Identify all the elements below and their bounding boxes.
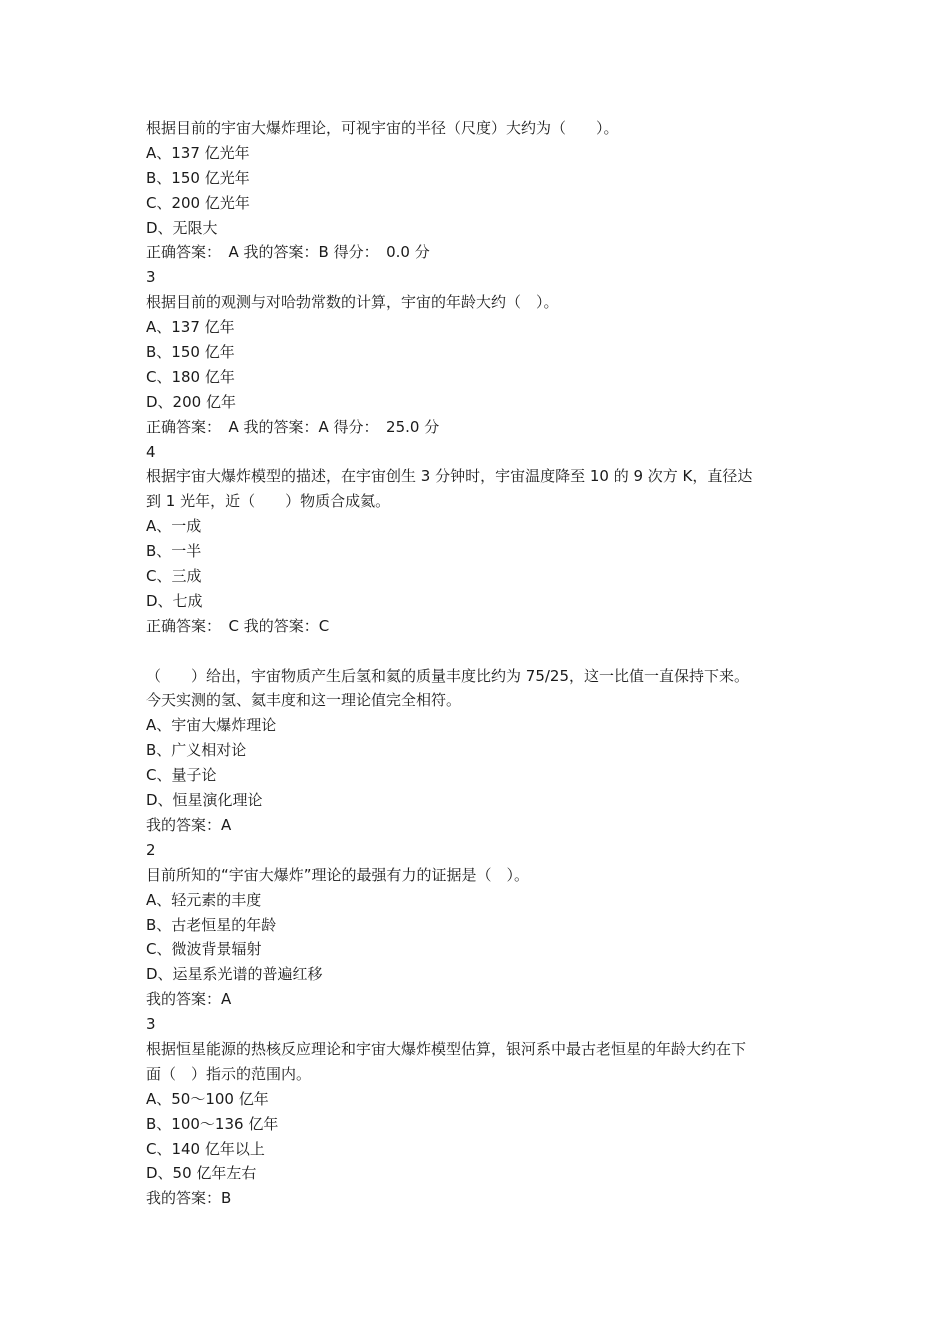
option-a: A、轻元素的丰度 [146, 890, 262, 909]
option-d: D、七成 [146, 591, 203, 610]
option-b: B、100～136 亿年 [146, 1114, 279, 1133]
answer-line: 我的答案：A [146, 990, 232, 1009]
option-a: A、137 亿年 [146, 318, 235, 337]
option-c: C、微波背景辐射 [146, 940, 262, 959]
answer-line: 我的答案：A [146, 815, 232, 834]
option-a: A、宇宙大爆炸理论 [146, 716, 277, 735]
question-text: 根据恒星能源的热核反应理论和宇宙大爆炸模型估算，银河系中最古老恒星的年龄大约在下 [146, 1039, 747, 1058]
question-text: 目前所知的“宇宙大爆炸”理论的最强有力的证据是（ ）。 [146, 865, 530, 884]
question-number: 4 [146, 442, 156, 461]
question-number: 2 [146, 840, 156, 859]
question-text: （ ）给出，宇宙物质产生后氢和氦的质量丰度比约为 75/25，这一比值一直保持下来。 [146, 666, 749, 685]
option-c: C、三成 [146, 567, 202, 586]
option-c: C、200 亿光年 [146, 193, 250, 212]
option-d: D、恒星演化理论 [146, 791, 263, 810]
option-b: B、一半 [146, 542, 202, 561]
question-number: 3 [146, 268, 156, 287]
answer-line: 我的答案：B [146, 1189, 232, 1208]
question-text-continued: 面（ ）指示的范围内。 [146, 1064, 312, 1083]
document-body [146, 116, 816, 1211]
option-a: A、50～100 亿年 [146, 1089, 269, 1108]
question-text-continued: 到 1 光年，近（ ）物质合成氦。 [146, 492, 391, 511]
option-b: B、150 亿光年 [146, 168, 250, 187]
question-text: 根据目前的宇宙大爆炸理论，可视宇宙的半径（尺度）大约为（ ）。 [146, 119, 619, 137]
option-d: D、运星系光谱的普遍红移 [146, 965, 323, 984]
option-c: C、140 亿年以上 [146, 1139, 265, 1158]
question-text: 根据宇宙大爆炸模型的描述，在宇宙创生 3 分钟时，宇宙温度降至 10 的 9 次方 K，直径达 [146, 467, 753, 486]
option-d: D、200 亿年 [146, 392, 236, 411]
answer-line: 正确答案： A 我的答案：B 得分： 0.0 分 [146, 243, 430, 262]
option-d: D、无限大 [146, 218, 218, 237]
option-c: C、量子论 [146, 766, 217, 785]
option-b: B、广义相对论 [146, 741, 247, 760]
answer-line: 正确答案： A 我的答案：A 得分： 25.0 分 [146, 417, 440, 436]
option-a: A、137 亿光年 [146, 143, 250, 162]
option-c: C、180 亿年 [146, 367, 235, 386]
question-number: 3 [146, 1015, 156, 1034]
blank-line [146, 639, 816, 664]
option-b: B、150 亿年 [146, 343, 235, 362]
question-text-continued: 今天实测的氢、氦丰度和这一理论值完全相符。 [146, 691, 462, 710]
answer-line: 正确答案： C 我的答案：C [146, 616, 330, 635]
question-text: 根据目前的观测与对哈勃常数的计算，宇宙的年龄大约（ ）。 [146, 293, 559, 312]
option-b: B、古老恒星的年龄 [146, 915, 277, 934]
option-a: A、一成 [146, 517, 202, 536]
option-d: D、50 亿年左右 [146, 1164, 257, 1183]
